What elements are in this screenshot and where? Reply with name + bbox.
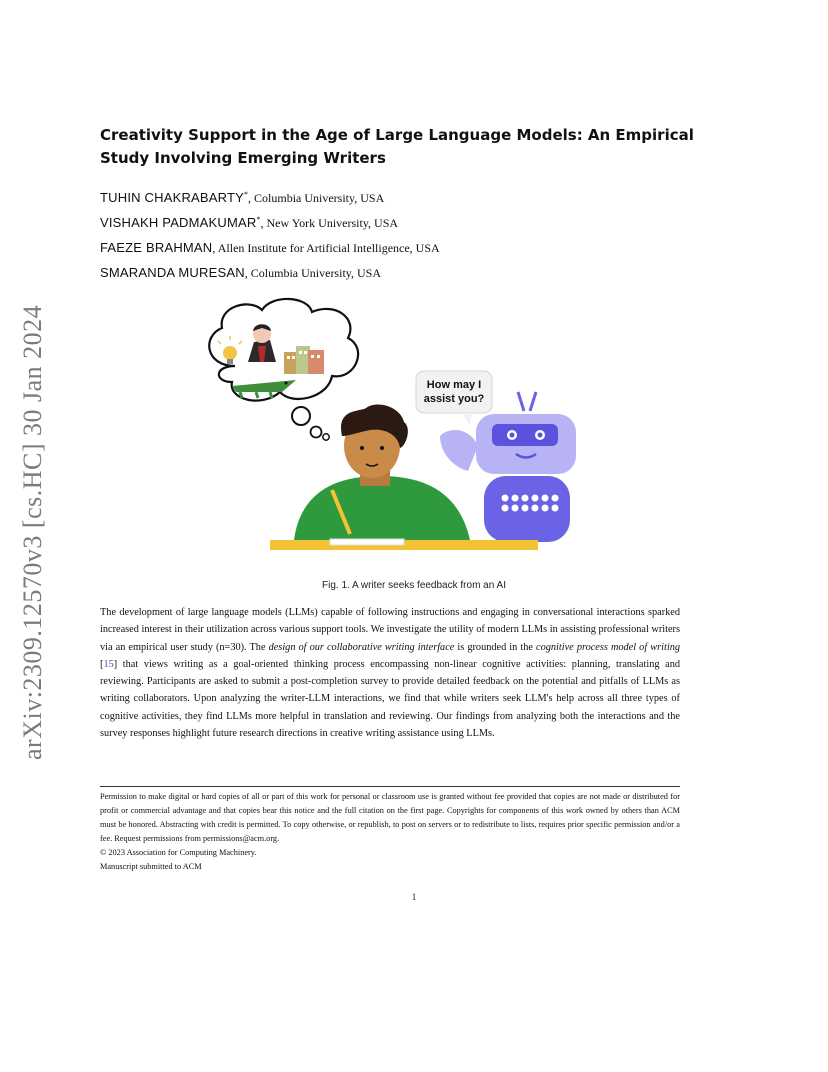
arxiv-stamp: arXiv:2309.12570v3 [cs.HC] 30 Jan 2024 bbox=[18, 304, 47, 760]
writer-person bbox=[294, 404, 470, 540]
abstract-emphasis: cognitive process model of writing bbox=[536, 641, 681, 653]
abstract-text: [ bbox=[100, 658, 104, 670]
thought-cloud bbox=[209, 299, 358, 440]
abstract-text: The development of large language models (LLMs) capable of following instructions and engaging in conversational interactions sparked increased interest in their utilization across various support tools. We investigate the utility of modern LLMs in assisting professional writers via an empirical user study (n=30). The bbox=[100, 607, 680, 653]
author-entry bbox=[100, 184, 440, 209]
citation-link[interactable]: 15 bbox=[103, 658, 114, 670]
author-mark: * bbox=[244, 190, 249, 199]
figure-caption: Fig. 1. A writer seeks feedback from an AI bbox=[322, 580, 506, 591]
author-affiliation: , Allen Institute for Artificial Intelligence, USA bbox=[212, 241, 440, 255]
abstract-emphasis: design of our collaborative writing interface bbox=[268, 641, 455, 653]
author-entry bbox=[100, 209, 440, 234]
paper-sheet bbox=[330, 539, 404, 545]
author-entry bbox=[100, 259, 440, 284]
footnote-divider bbox=[100, 786, 680, 787]
abstract-text: ] that views writing as a goal-oriented thinking process encompassing non-linear cognitive activities: planning, translating and reviewing. Participants are asked to submit a post-completion survey to provide detailed feedback on the potential and pitfalls of LLMs as writing collaborators. Upon analyzing the writer-LLM interactions, we find that while writers seek LLM's help across all three types of cognitive activities, they find LLMs more helpful in translation and reviewing. Our findings from analyzing both the interactions and the survey responses highlight future research directions in creative writing assistance using LLMs. bbox=[100, 658, 680, 740]
author-entry bbox=[100, 234, 440, 259]
author-mark: * bbox=[256, 215, 261, 224]
author-affiliation: , Columbia University, USA bbox=[248, 191, 385, 205]
speech-bubble-line1: How may I bbox=[426, 379, 482, 391]
paper-title: Creativity Support in the Age of Large Language Models: An Empirical Study Involving Emerging Writers bbox=[100, 126, 694, 167]
manuscript-notice: Manuscript submitted to ACM bbox=[100, 862, 202, 871]
author-affiliation: , New York University, USA bbox=[260, 216, 399, 230]
author-list bbox=[100, 184, 440, 284]
speech-bubble-line2: assist you? bbox=[423, 393, 485, 405]
footnote bbox=[100, 790, 680, 874]
permission-notice: Permission to make digital or hard copies of all or part of this work for personal or classroom use is granted without fee provided that copies are not made or distributed for profit or commercial advantage and that copies bear this notice and the full citation on the first page. Copyrights for components of this work owned by others than ACM must be honored. Abstracting with credit is permitted. To copy otherwise, or republish, to post on servers or to redistribute to lists, requires prior specific permission and/or a fee. Request permissions from permissions@acm.org. bbox=[100, 792, 680, 843]
author-affiliation: , Columbia University, USA bbox=[244, 266, 381, 280]
abstract bbox=[100, 604, 680, 742]
page-number: 1 bbox=[411, 892, 417, 902]
author-name: FAEZE BRAHMAN bbox=[100, 240, 213, 255]
copyright-notice: © 2023 Association for Computing Machinery. bbox=[100, 848, 257, 857]
author-name: TUHIN CHAKRABARTY bbox=[100, 190, 245, 205]
author-name: VISHAKH PADMAKUMAR bbox=[100, 215, 257, 230]
writer-ai-illustration bbox=[200, 296, 590, 558]
abstract-text: is grounded in the bbox=[454, 641, 537, 653]
speech-bubble bbox=[416, 371, 492, 426]
author-name: SMARANDA MURESAN bbox=[100, 265, 245, 280]
